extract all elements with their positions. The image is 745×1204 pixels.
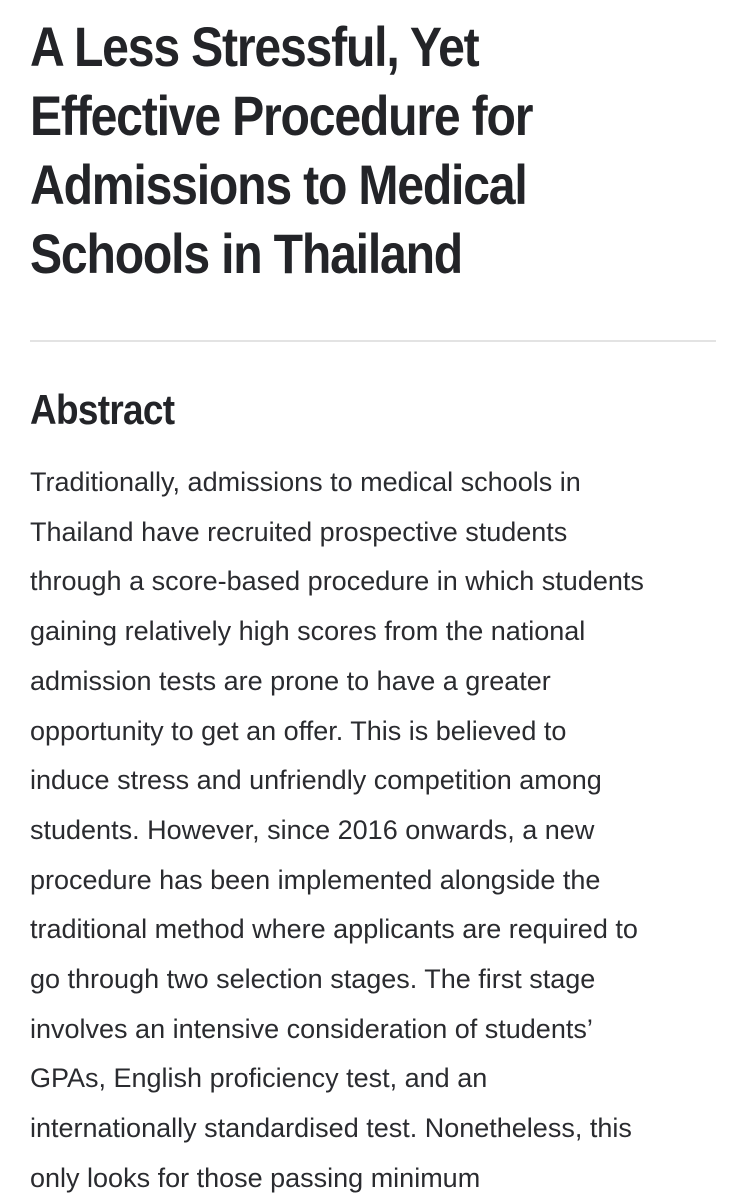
abstract-line: only looks for those passing minimum [30,1162,481,1193]
abstract-line: Traditionally, admissions to medical schools in [30,467,581,497]
article-title-line: Admissions to Medical [30,153,527,216]
article-title [30,12,718,288]
article-title-line: A Less Stressful, Yet [30,15,479,78]
abstract-text [30,458,720,1204]
abstract-line: traditional method where applicants are required to [30,914,638,945]
abstract-line: GPAs, English proficiency test, and an [30,1063,488,1094]
abstract-line: Thailand have recruited prospective students [30,516,568,547]
abstract-line: induce stress and unfriendly competition among [30,765,602,796]
abstract-line: procedure has been implemented alongside the [30,864,601,895]
abstract-line: involves an intensive consideration of students’ [30,1013,593,1044]
abstract-line: go through two selection stages. The first stage [30,964,596,995]
abstract-line: internationally standardised test. Nonetheless, this [30,1113,632,1144]
abstract-line: opportunity to get an offer. This is believed to [30,715,567,746]
abstract-line: through a score-based procedure in which students [30,566,644,597]
article-page [30,12,716,1193]
abstract-line: admission tests are prone to have a greater [30,665,551,696]
article-title-line: Effective Procedure for [30,84,533,147]
abstract-heading: Abstract [30,386,175,433]
abstract-line: students. However, since 2016 onwards, a new [30,814,595,845]
article-title-line: Schools in Thailand [30,222,463,285]
abstract-line: gaining relatively high scores from the national [30,616,586,647]
section-divider [30,340,716,342]
